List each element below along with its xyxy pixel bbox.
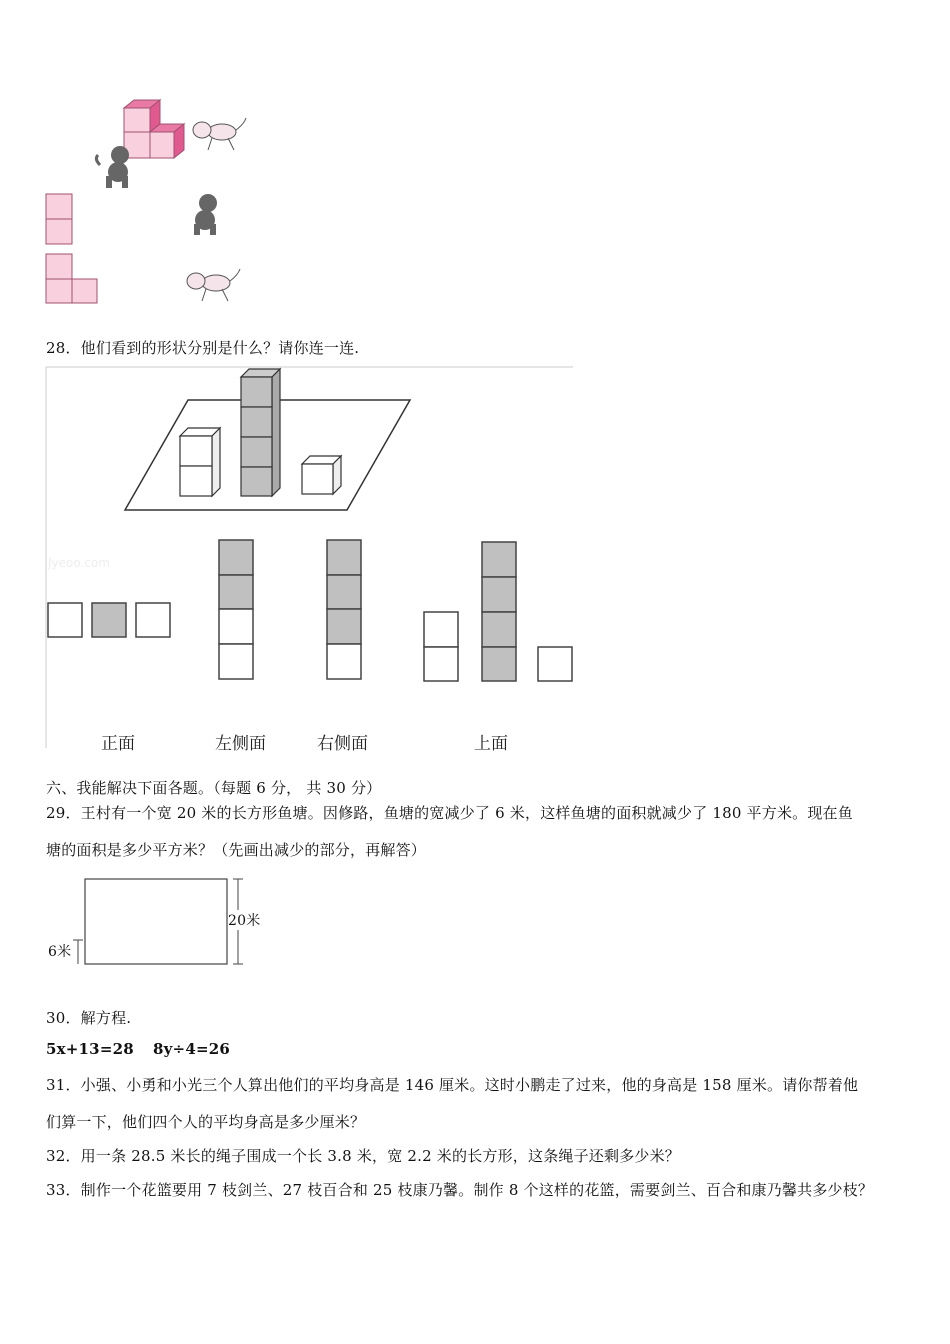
q30-title: 30．解方程. bbox=[46, 1009, 132, 1027]
q29-line1: 29．王村有一个宽 20 米的长方形鱼塘。因修路，鱼塘的宽减少了 6 米，这样鱼塘的面积就减少了 180 平方米。现在鱼 bbox=[46, 804, 853, 822]
section-title: 六、我能解决下面各题。（每题 6 分， 共 30 分） bbox=[46, 779, 382, 797]
q31-line2: 们算一下，他们四个人的平均身高是多少厘米？ bbox=[46, 1113, 366, 1131]
label-front: 正面 bbox=[101, 734, 135, 754]
view-option-right bbox=[327, 540, 361, 679]
q33-text: 33．制作一个花篮要用 7 枝剑兰、27 枝百合和 25 枝康乃馨。制作 8 个这样的花篮，需要剑兰、百合和康乃馨共多少枝？ bbox=[46, 1181, 874, 1199]
q28-question: 28．他们看到的形状分别是什么？请你连一连. bbox=[46, 339, 360, 357]
q32-text: 32．用一条 28.5 米长的绳子围成一个长 3.8 米，宽 2.2 米的长方形，这条绳子还剩多少米？ bbox=[46, 1147, 681, 1165]
width-label: 20米 bbox=[228, 910, 260, 930]
q30-equation-1: 5x+13=28 bbox=[46, 1040, 134, 1058]
pond-diagram bbox=[0, 0, 300, 980]
reduce-label: 6米 bbox=[48, 944, 72, 960]
view-option-top bbox=[424, 542, 572, 681]
label-top: 上面 bbox=[474, 734, 508, 754]
q31-line1: 31．小强、小勇和小光三个人算出他们的平均身高是 146 厘米。这时小鹏走了过来，他的身高是 158 厘米。请你帮着他 bbox=[46, 1076, 859, 1094]
label-right: 右侧面 bbox=[317, 734, 368, 754]
q30-equation-2: 8y÷4=26 bbox=[153, 1040, 231, 1058]
q29-line2: 塘的面积是多少平方米？（先画出减少的部分，再解答） bbox=[46, 841, 427, 859]
watermark: Jyeoo.com bbox=[48, 556, 110, 570]
label-left: 左侧面 bbox=[215, 734, 266, 754]
